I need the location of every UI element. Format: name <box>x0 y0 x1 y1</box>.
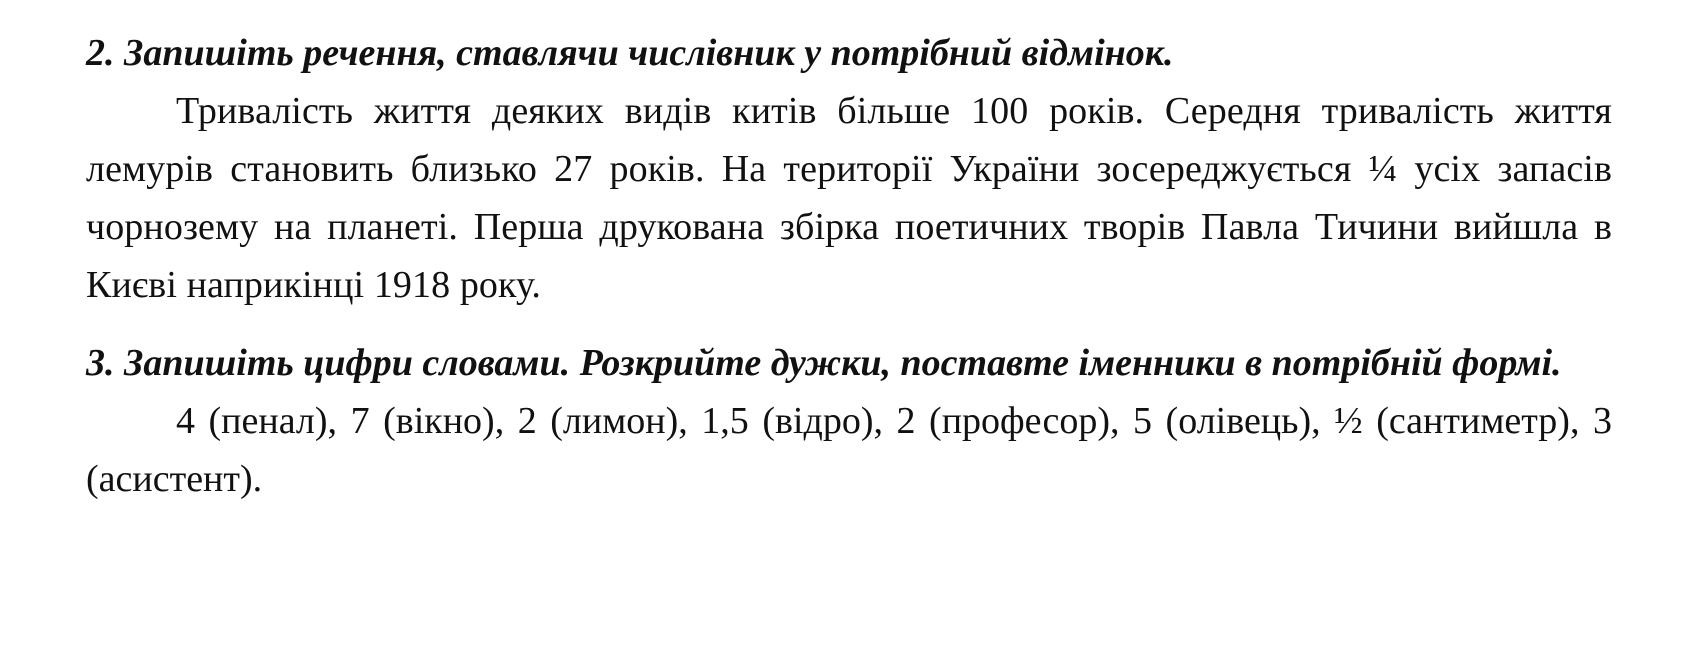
task-3-heading: 3. Запишіть цифри словами. Розкрийте дужки, поставте іменники в потрібній формі. <box>86 342 1562 384</box>
task-2-text: Тривалість життя деяких видів китів більше 100 років. Середня тривалість життя лемурів становить близько 27 років. На території України зосереджується ¼ усіх запасів чорнозему на планеті. Перша друкована збірка поетичних творів Павла Тичини вийшла в Києві наприкінці 1918 року. <box>86 90 1612 306</box>
task-2 <box>86 24 1612 314</box>
task-3-text: 4 (пенал), 7 (вікно), 2 (лимон), 1,5 (відро), 2 (професор), 5 (олівець), ½ (сантиметр), 3 (асистент). <box>86 400 1612 500</box>
document-page <box>86 24 1612 508</box>
task-3 <box>86 334 1612 508</box>
task-2-heading: 2. Запишіть речення, ставлячи числівник у потрібний відмінок. <box>86 32 1174 74</box>
